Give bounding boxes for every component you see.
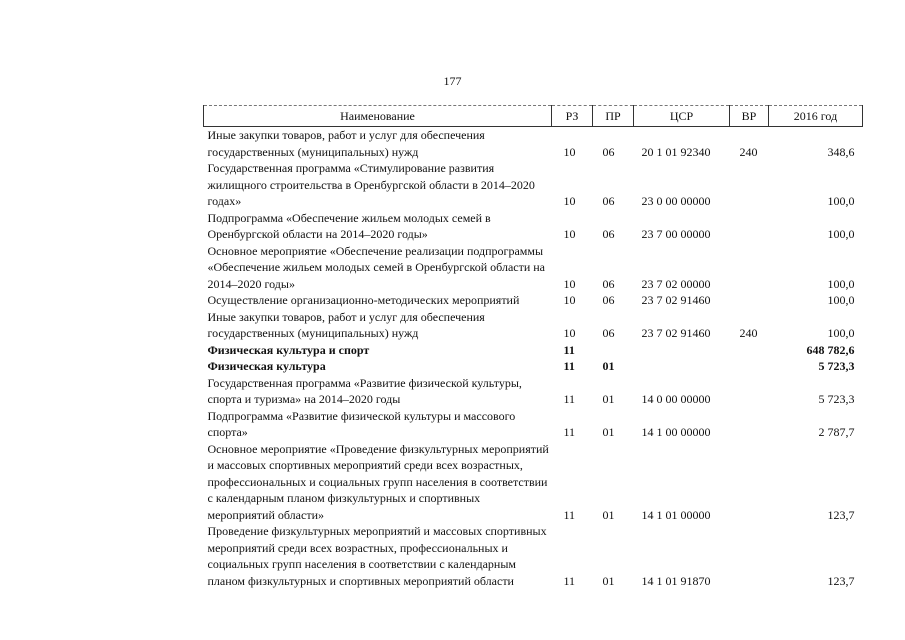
- row-pr: 06: [602, 326, 615, 340]
- row-pr: 06: [602, 194, 615, 208]
- row-amount: 100,0: [827, 326, 855, 340]
- table-row: [204, 160, 863, 210]
- row-csr: 23 7 00 00000: [641, 227, 711, 241]
- row-pr: 06: [602, 293, 615, 307]
- row-vr: 240: [739, 326, 758, 340]
- row-vr: [730, 523, 769, 589]
- row-vr: [730, 358, 769, 375]
- row-rz: 11: [563, 392, 576, 406]
- row-csr: 23 7 02 00000: [641, 276, 711, 291]
- row-amount: 5 723,3: [818, 359, 855, 373]
- row-pr: [593, 342, 634, 359]
- table-row: [204, 523, 863, 589]
- row-vr: [730, 243, 769, 293]
- row-csr: 14 1 00 00000: [641, 425, 711, 439]
- table-row: [204, 210, 863, 243]
- row-rz: 11: [563, 507, 576, 522]
- row-vr: [730, 441, 769, 524]
- row-amount: 100,0: [827, 293, 855, 307]
- table-row: [204, 243, 863, 293]
- row-csr: 23 7 02 91460: [641, 293, 711, 307]
- table-header: [204, 106, 863, 127]
- row-name: Физическая культура: [207, 359, 326, 373]
- row-name: Государственная программа «Развитие физической культуры, спорта и туризма» на 2014–2020 годы: [207, 375, 522, 406]
- row-name: Основное мероприятие «Обеспечение реализации подпрограммы «Обеспечение жильем молодых семей в Оренбургской области на 2014–2020 годы»: [207, 243, 546, 291]
- table-row: [204, 408, 863, 441]
- table-row: [204, 441, 863, 524]
- row-pr: 01: [602, 507, 615, 522]
- row-rz: 10: [563, 194, 576, 208]
- table-row: [204, 342, 863, 359]
- row-pr: 06: [602, 276, 615, 291]
- row-csr: 23 0 00 00000: [641, 194, 711, 208]
- row-rz: 10: [563, 144, 576, 159]
- row-amount: 2 787,7: [818, 425, 855, 439]
- row-csr: 14 1 01 00000: [641, 507, 711, 522]
- row-pr: 06: [602, 144, 615, 159]
- row-vr: [730, 292, 769, 309]
- table-row: [204, 309, 863, 342]
- row-csr: 20 1 01 92340: [641, 144, 711, 159]
- budget-table: [203, 105, 863, 589]
- row-name: Подпрограмма «Обеспечение жильем молодых семей в Оренбургской области на 2014–2020 годы»: [207, 210, 491, 241]
- row-amount: 123,7: [827, 507, 855, 522]
- row-vr: [730, 375, 769, 408]
- row-name: Государственная программа «Стимулирование развития жилищного строительства в Оренбургской области в 2014–2020 годах»: [207, 161, 535, 208]
- row-rz: 10: [563, 276, 576, 291]
- row-pr: 06: [602, 227, 615, 241]
- row-name: Подпрограмма «Развитие физической культуры и массового спорта»: [207, 408, 516, 439]
- row-csr: 23 7 02 91460: [641, 326, 711, 340]
- header-rz: РЗ: [552, 106, 593, 127]
- row-csr: 14 1 01 91870: [641, 573, 711, 588]
- row-rz: 10: [563, 227, 576, 241]
- header-amount: 2016 год: [769, 106, 863, 127]
- page-number: 177: [443, 74, 462, 88]
- header-pr: ПР: [593, 106, 634, 127]
- row-csr: 14 0 00 00000: [641, 392, 711, 406]
- row-amount: 100,0: [827, 276, 855, 291]
- row-rz: 10: [563, 326, 576, 340]
- row-csr: [634, 342, 730, 359]
- table-row: [204, 375, 863, 408]
- row-name: Основное мероприятие «Проведение физкультурных мероприятий и массовых спортивных мероприятий среди всех возрастных, профессиональных и социальных групп населения в соответствии с календарным планом физкультурных и спортивных мероприятий области»: [207, 441, 549, 522]
- row-pr: 01: [602, 392, 615, 406]
- row-amount: 348,6: [827, 144, 855, 159]
- row-rz: 11: [563, 425, 576, 439]
- header-row: [204, 106, 863, 127]
- row-vr: 240: [739, 144, 758, 159]
- row-amount: 100,0: [827, 194, 855, 208]
- row-rz: 11: [563, 573, 576, 588]
- row-name: Иные закупки товаров, работ и услуг для обеспечения государственных (муниципальных) нужд: [207, 309, 485, 340]
- row-amount: 648 782,6: [806, 342, 855, 357]
- row-name: Проведение физкультурных мероприятий и массовых спортивных мероприятий среди всех возрастных, профессиональных и социальных групп населения в соответствии с календарным планом физкультурных и спортивных мероприятий области: [207, 524, 547, 588]
- row-rz: 11: [563, 342, 575, 357]
- table-row: [204, 358, 863, 375]
- row-amount: 5 723,3: [818, 392, 855, 406]
- row-amount: 123,7: [827, 573, 855, 588]
- row-pr: 01: [602, 573, 615, 588]
- row-name: Физическая культура и спорт: [207, 342, 370, 357]
- row-pr: 01: [602, 359, 615, 373]
- table-row: [204, 127, 863, 161]
- row-csr: [634, 358, 730, 375]
- row-vr: [730, 210, 769, 243]
- row-name: Осуществление организационно-методических мероприятий: [207, 293, 520, 307]
- row-vr: [730, 342, 769, 359]
- header-csr: ЦСР: [634, 106, 730, 127]
- row-rz: 11: [563, 359, 575, 373]
- row-vr: [730, 160, 769, 210]
- table-body: [204, 127, 863, 590]
- row-vr: [730, 408, 769, 441]
- header-name: Наименование: [204, 106, 552, 127]
- row-name: Иные закупки товаров, работ и услуг для обеспечения государственных (муниципальных) нужд: [207, 128, 485, 159]
- table-row: [204, 292, 863, 309]
- row-rz: 10: [563, 293, 576, 307]
- header-vr: ВР: [730, 106, 769, 127]
- row-pr: 01: [602, 425, 615, 439]
- row-amount: 100,0: [827, 227, 855, 241]
